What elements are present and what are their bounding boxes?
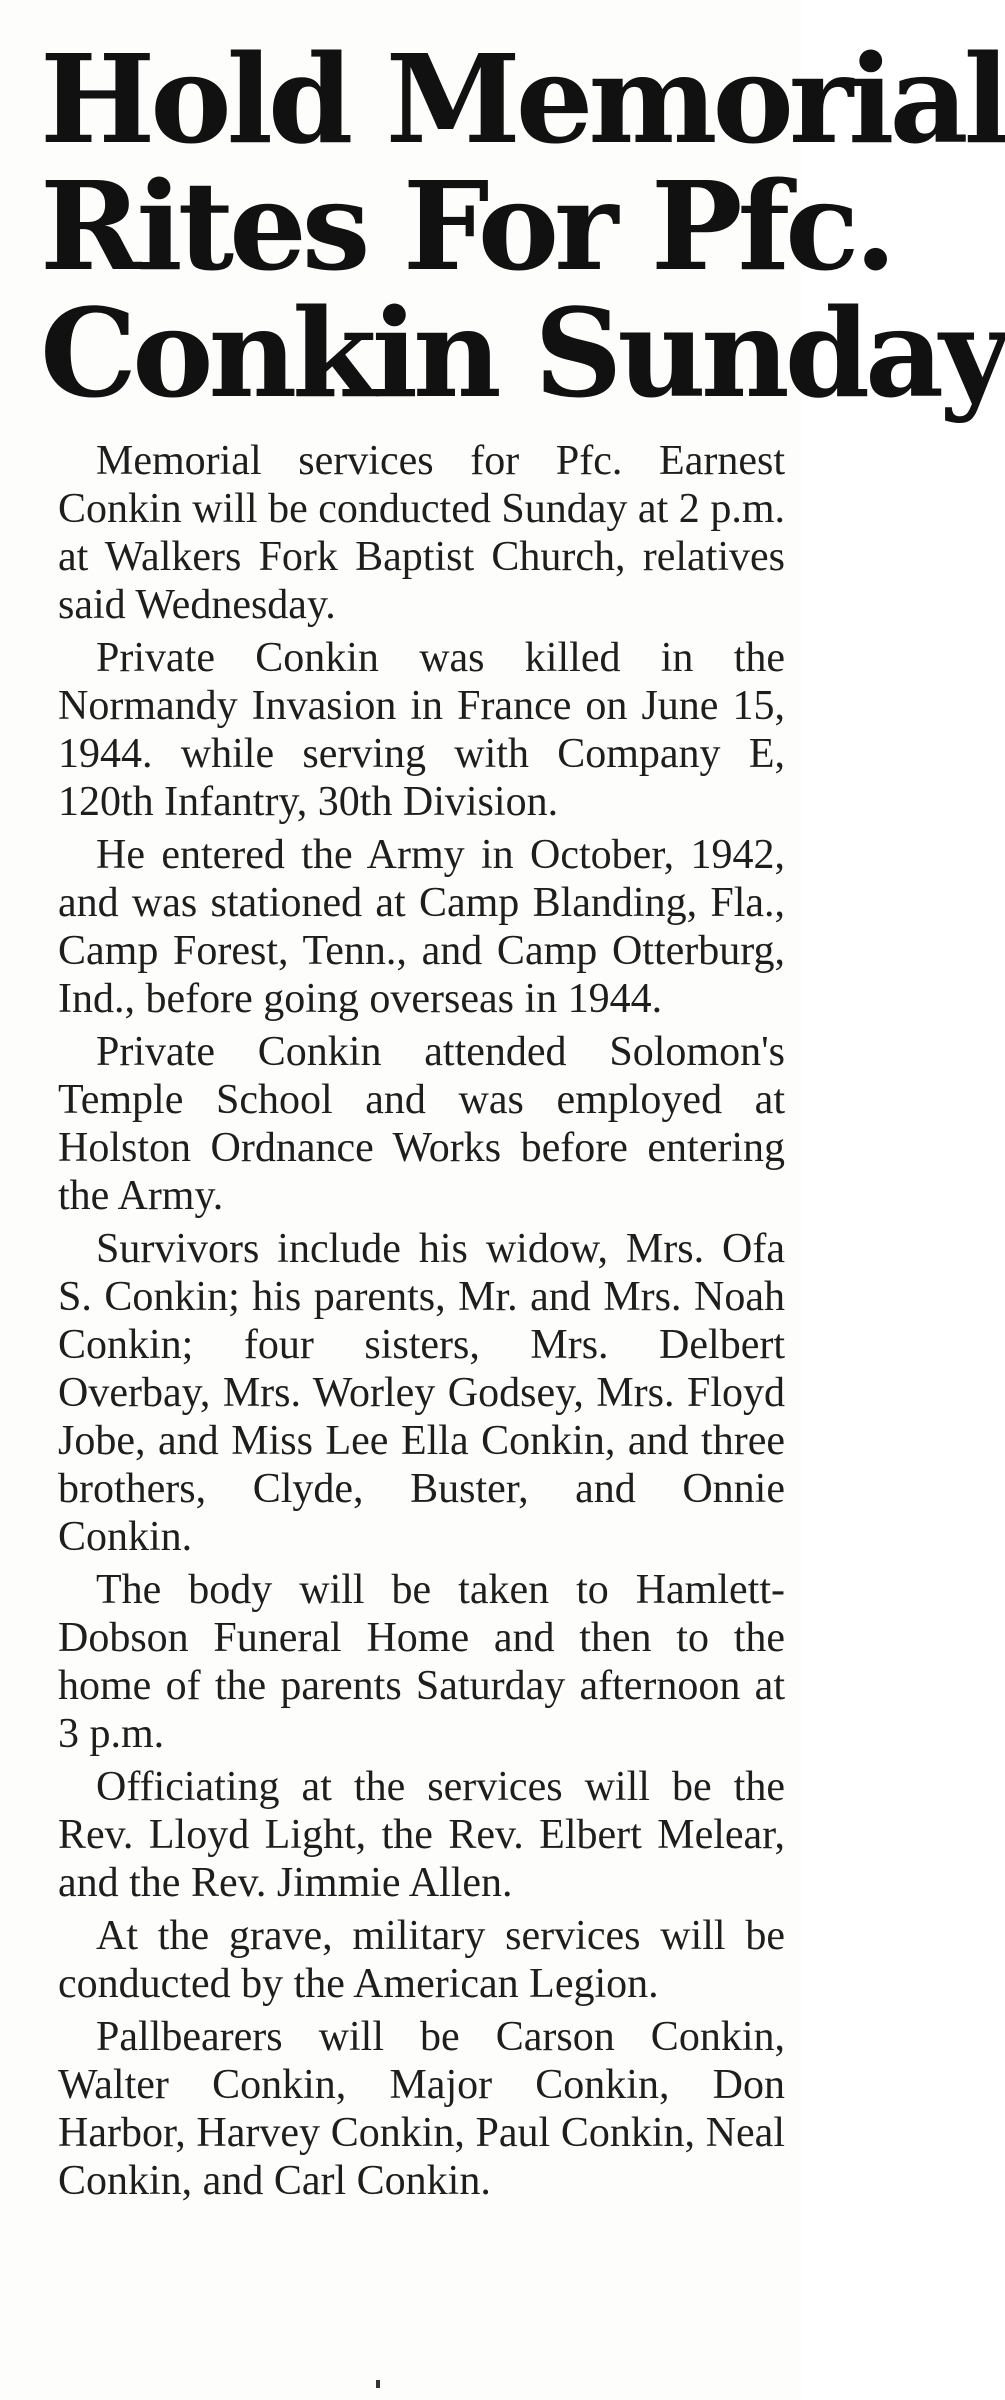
paragraph-officiating: Officiating at the services will be the Rev. Lloyd Light, the Rev. Elbert Melear, and the Rev. Jimmie Allen. [58, 1764, 785, 1906]
headline [0, 0, 1005, 425]
article-body [0, 437, 801, 2205]
print-speck [376, 2380, 380, 2388]
paragraph-funeral-home: The body will be taken to Hamlett-Dobson Funeral Home and then to the home of the parents Saturday afternoon at 3 p.m. [58, 1567, 785, 1757]
paragraph-army-service: He entered the Army in October, 1942, and was stationed at Camp Blanding, Fla., Camp Forest, Tenn., and Camp Otterburg, Ind., before going overseas in 1944. [58, 832, 785, 1022]
headline-line-2: Rites For Pfc. [40, 154, 892, 298]
paragraph-military-services: At the grave, military services will be conducted by the American Legion. [58, 1913, 785, 2007]
paragraph-services: Memorial services for Pfc. Earnest Conkin will be conducted Sunday at 2 p.m. at Walkers Fork Baptist Church, relatives said Wednesday. [58, 438, 785, 628]
paragraph-pallbearers: Pallbearers will be Carson Conkin, Walter Conkin, Major Conkin, Don Harbor, Harvey Conkin, Paul Conkin, Neal Conkin, and Carl Conkin. [58, 2014, 785, 2204]
paragraph-killed: Private Conkin was killed in the Normandy Invasion in France on June 15, 1944. while serving with Company E, 120th Infantry, 30th Division. [58, 635, 785, 825]
headline-line-3: Conkin Sunday [40, 281, 1005, 425]
paragraph-survivors: Survivors include his widow, Mrs. Ofa S. Conkin; his parents, Mr. and Mrs. Noah Conkin; four sisters, Mrs. Delbert Overbay, Mrs. Worley Godsey, Mrs. Floyd Jobe, and Miss Lee Ella Conkin, and three brothers, Clyde, Buster, and Onnie Conkin. [58, 1226, 785, 1560]
headline-line-1: Hold Memorial [40, 27, 1005, 171]
paragraph-education: Private Conkin attended Solomon's Temple School and was employed at Holston Ordnance Works before entering the Army. [58, 1029, 785, 1219]
